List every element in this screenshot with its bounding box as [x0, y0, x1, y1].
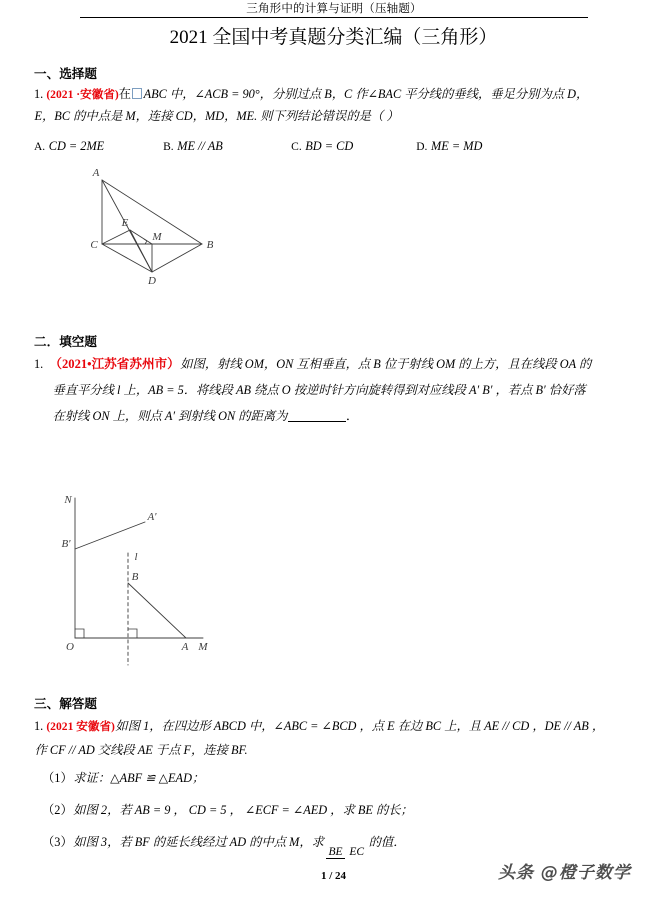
figure-1-label-M: M: [152, 231, 162, 243]
section-heading-multiple-choice: 一、选择题: [34, 67, 97, 81]
sub-question-1-label: （1）: [42, 771, 73, 785]
question-3-sub-3: [42, 832, 636, 859]
question-1-options: [34, 136, 483, 159]
question-2-line-3-prefix: 在射线 ON 上，则点 A′ 到射线 ON 的距离为: [52, 409, 288, 423]
question-2-line-2: 垂直平分线 l 上，AB = 5．将线段 AB 绕点 O 按逆时针方向旋转得到对应线段 A′ B′ ，若点 B′ 恰好落: [52, 383, 586, 397]
question-3-line-2: 作 CF // AD 交线段 AE 于点 F，连接 BF.: [34, 743, 248, 757]
question-3-line-1: 如图 1，在四边形 ABCD 中，∠ABC = ∠BCD ，点 E 在边 BC 上，且 AE // CD ，DE // AB ，: [115, 719, 605, 733]
question-1-choice-body-line-2: [34, 106, 628, 128]
running-head-text: 三角形中的计算与证明（压轴题）: [246, 3, 422, 15]
question-body-prefix: 在: [118, 87, 132, 101]
question-3-body-line-2: [34, 740, 628, 762]
question-3-source-tag: (2021 安徽省): [46, 720, 115, 733]
right-angle-mark-O: [75, 629, 84, 638]
fraction-be-over-ec: [326, 846, 366, 859]
sub-question-3-label: （3）: [42, 835, 73, 849]
header-divider-rule: [80, 17, 588, 18]
question-3-sub-1: [42, 768, 636, 790]
option-a[interactable]: [34, 136, 160, 159]
question-2-source-tag: （2021•江苏省苏州市）: [49, 357, 180, 371]
option-a-text: CD = 2ME: [48, 139, 105, 153]
figure-1-label-B: B: [206, 239, 214, 251]
sub-question-2-label: （2）: [42, 803, 73, 817]
sub-question-3-prefix: 如图 3，若 BF 的延长线经过 AD 的中点 M，求: [73, 835, 324, 849]
fraction-denominator: EC: [349, 846, 365, 858]
figure-1-label-A: A: [92, 167, 100, 179]
figure-1-label-D: D: [148, 275, 156, 287]
right-angle-mark-perp-foot: [128, 629, 137, 638]
option-b[interactable]: [163, 136, 288, 159]
question-3-body-line-1: [34, 716, 628, 738]
question-3-sub-2: [42, 800, 636, 822]
question-2-line-3-suffix: ．: [345, 409, 359, 423]
question-1-choice-body: [34, 84, 628, 106]
page-running-head: [80, 2, 588, 18]
option-a-label: A.: [34, 141, 46, 153]
sub-question-2-text: 如图 2，若 AB = 9 ， CD = 5 ， ∠ECF = ∠AED ，求 BE 的长；: [73, 803, 413, 817]
question-2-line-1: 如图，射线 OM，ON 互相垂直，点 B 位于射线 OM 的上方，且在线段 OA 的: [180, 357, 592, 371]
right-angle-mark-M: [144, 239, 147, 244]
figure-1-label-E: E: [121, 217, 129, 229]
option-c-text: BD = CD: [305, 139, 354, 153]
question-body-line-1: ABC 中，∠ACB = 90°，分别过点 B，C 作∠BAC 平分线的垂线，垂足分别为点 D，: [143, 87, 589, 101]
question-source-tag: (2021 ·安徽省): [46, 88, 119, 101]
figure-1-triangle-abc: [40, 160, 260, 300]
figure-1-svg: [40, 160, 260, 295]
figure-2-label-B-prime: B': [61, 538, 71, 550]
figure-2-label-B: B: [131, 571, 139, 583]
segment-CE: [102, 230, 130, 244]
question-number: 1.: [34, 87, 44, 101]
option-c[interactable]: [291, 136, 413, 159]
source-watermark: 头条 @橙子数学: [498, 863, 631, 883]
figure-2-label-A: A: [181, 641, 189, 653]
question-2-fill-body-line-1: [34, 354, 628, 376]
option-b-text: ME // AB: [177, 139, 223, 153]
page-number-total: 24: [335, 870, 347, 882]
sub-question-1-text: 求证：△ABF ≌ △EAD；: [73, 771, 205, 785]
option-c-label: C.: [291, 141, 302, 153]
option-d[interactable]: [416, 136, 483, 159]
page-number-current: 1: [320, 870, 327, 882]
document-title: 2021 全国中考真题分类汇编（三角形）: [169, 27, 498, 48]
option-d-label: D.: [416, 141, 428, 153]
option-d-text: ME = MD: [431, 139, 483, 153]
figure-2-rotation-diagram: [40, 490, 270, 680]
question-2-number: 1.: [34, 357, 44, 371]
fraction-numerator: BE: [328, 846, 343, 858]
section-heading-fill-in-blank: 二．填空题: [34, 335, 97, 349]
question-2-fill-body-line-3: [52, 406, 646, 428]
segment-DB: [152, 244, 202, 272]
figure-2-label-N: N: [64, 494, 72, 506]
sub-question-3-suffix: 的值．: [368, 835, 406, 849]
figure-2-label-O: O: [66, 641, 74, 653]
question-2-fill-body-line-2: [52, 380, 646, 402]
question-3-number: 1.: [34, 719, 44, 733]
question-body-line-2-text: E，BC 的中点是 M，连接 CD，MD，ME. 则下列结论错误的是（ ）: [34, 109, 399, 123]
page-number-separator: /: [329, 870, 333, 882]
figure-1-label-C: C: [90, 239, 98, 251]
answer-blank-field[interactable]: [288, 421, 346, 422]
missing-triangle-glyph-icon: [132, 88, 142, 99]
figure-2-label-M: M: [198, 641, 208, 653]
segment-BprimeAprime: [75, 522, 145, 549]
figure-2-label-l: l: [134, 551, 138, 563]
section-heading-solution-questions: 三、解答题: [34, 697, 97, 711]
figure-2-svg: [40, 490, 270, 675]
option-b-label: B.: [163, 141, 174, 153]
figure-2-label-A-prime: A': [147, 511, 157, 523]
